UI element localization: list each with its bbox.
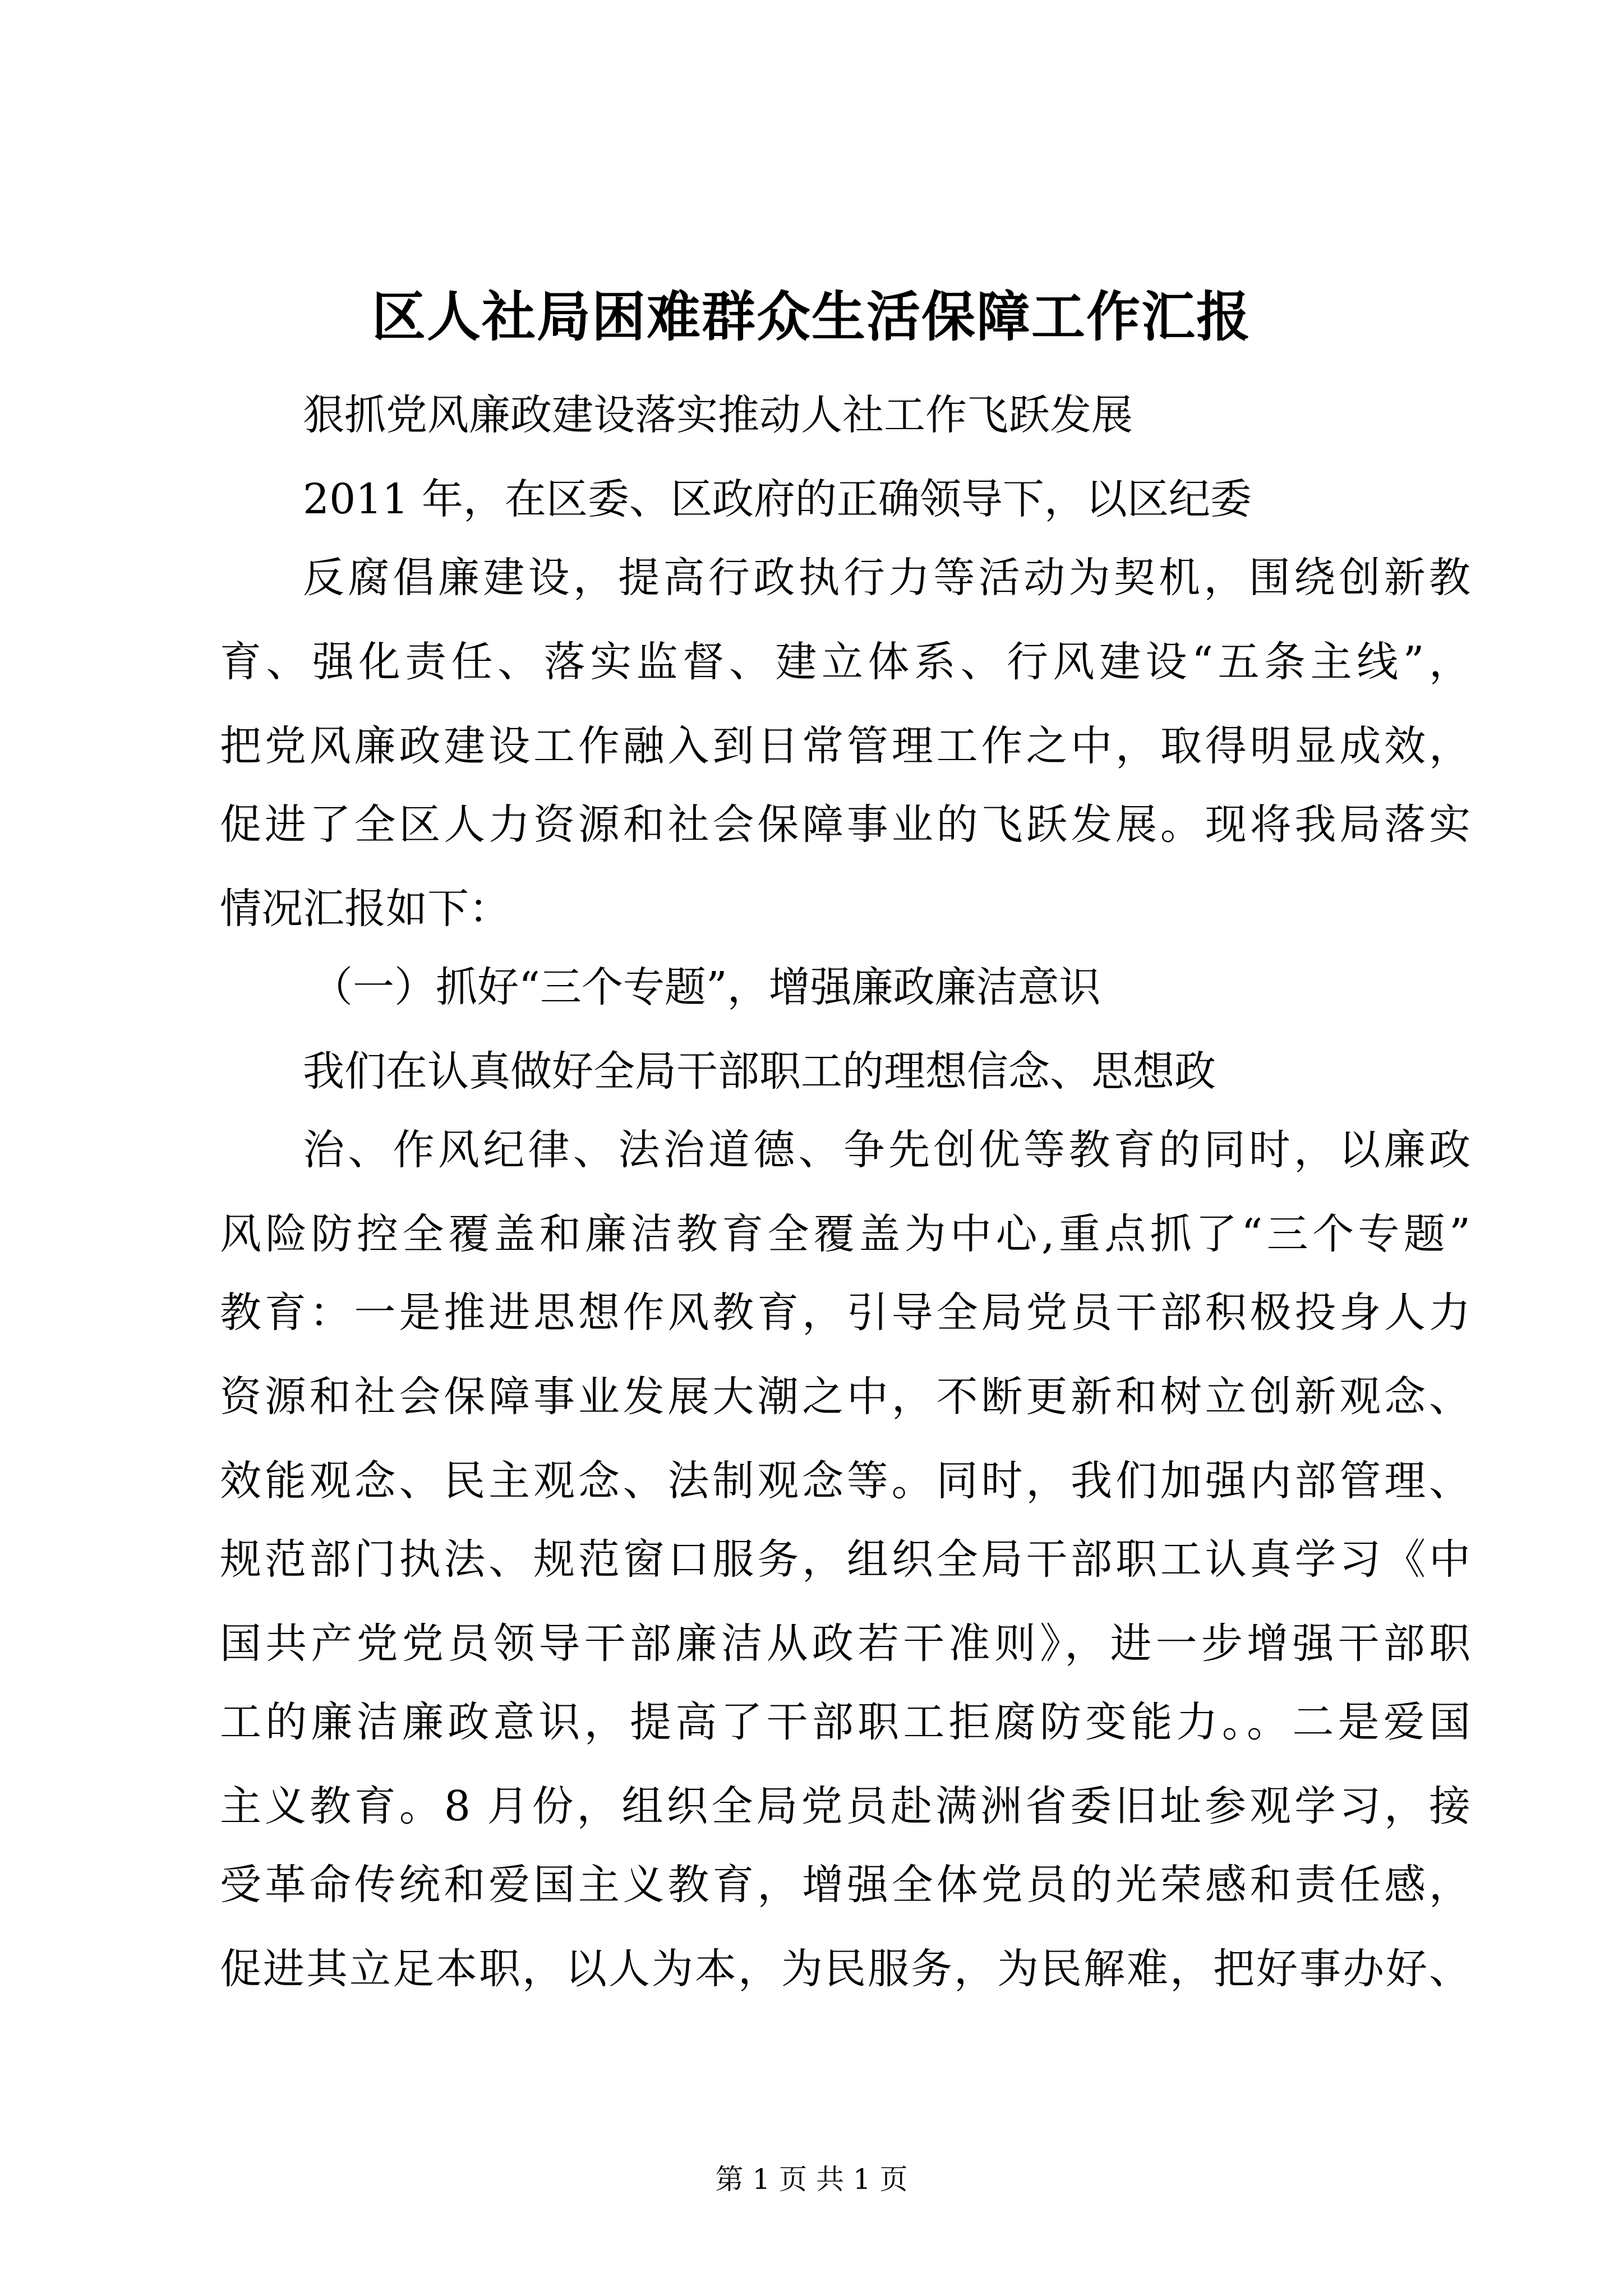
document-title: 区人社局困难群众生活保障工作汇报 xyxy=(372,285,1251,348)
paragraph-line: 国共产党党员领导干部廉洁从政若干准则》，进一步增强干部职 xyxy=(220,1619,1470,1668)
paragraph-line: 情况汇报如下： xyxy=(220,885,510,933)
paragraph-line: 我们在认真做好全局干部职工的理想信念、思想政 xyxy=(303,1047,1216,1096)
paragraph-line: 风险防控全覆盖和廉洁教育全覆盖为中心,重点抓了“三个专题” xyxy=(220,1210,1470,1258)
paragraph-line: 主义教育。8 月份，组织全局党员赴满洲省委旧址参观学习，接 xyxy=(220,1782,1470,1830)
paragraph-line: 2011 年，在区委、区政府的正确领导下，以区纪委 xyxy=(303,475,1252,523)
paragraph-line: 治、作风纪律、法治道德、争先创优等教育的同时，以廉政 xyxy=(303,1126,1470,1174)
paragraph-line: 效能观念、民主观念、法制观念等。同时，我们加强内部管理、 xyxy=(220,1457,1470,1505)
subtitle-line: 狠抓党风廉政建设落实推动人社工作飞跃发展 xyxy=(303,391,1133,439)
paragraph-line: 把党风廉政建设工作融入到日常管理工作之中，取得明显成效， xyxy=(220,722,1470,770)
page-number-footer: 第 1 页 共 1 页 xyxy=(715,2163,908,2196)
paragraph-line: 促进了全区人力资源和社会保障事业的飞跃发展。现将我局落实 xyxy=(220,800,1470,849)
paragraph-line: 规范部门执法、规范窗口服务，组织全局干部职工认真学习《中 xyxy=(220,1535,1470,1584)
paragraph-line: 反腐倡廉建设，提高行政执行力等活动为契机，围绕创新教 xyxy=(303,554,1470,602)
paragraph-line: 育、强化责任、落实监督、建立体系、行风建设“五条主线”， xyxy=(220,638,1470,686)
paragraph-line: 教育：一是推进思想作风教育，引导全局党员干部积极投身人力 xyxy=(220,1289,1470,1337)
paragraph-line: 资源和社会保障事业发展大潮之中，不断更新和树立创新观念、 xyxy=(220,1373,1470,1421)
paragraph-line: 工的廉洁廉政意识，提高了干部职工拒腐防变能力。。二是爱国 xyxy=(220,1698,1470,1746)
section-heading: （一）抓好“三个专题”，增强廉政廉洁意识 xyxy=(311,963,1101,1011)
paragraph-line: 促进其立足本职，以人为本，为民服务，为民解难，把好事办好、 xyxy=(220,1945,1470,1993)
paragraph-line: 受革命传统和爱国主义教育，增强全体党员的光荣感和责任感， xyxy=(220,1861,1470,1909)
